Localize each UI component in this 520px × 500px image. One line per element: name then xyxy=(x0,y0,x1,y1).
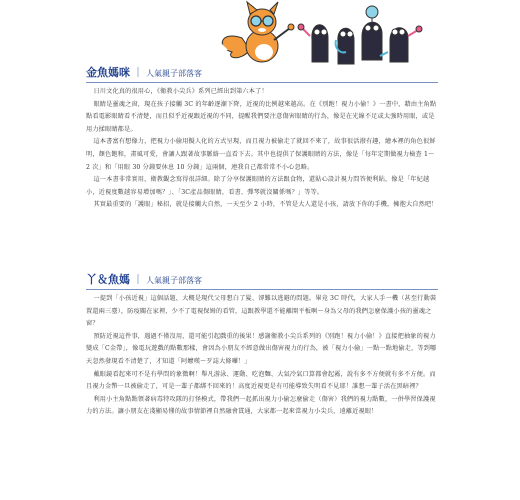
author-title: 人氣親子部落客 xyxy=(146,69,202,78)
section-header xyxy=(86,64,438,82)
author-title: 人氣親子部落客 xyxy=(146,276,202,285)
header-divider: ｜ xyxy=(133,68,143,79)
review-section-2 xyxy=(86,271,438,419)
fox-and-virus-characters-illustration xyxy=(150,0,450,72)
header-rule xyxy=(86,289,438,290)
paragraph: 戴眼鏡看起來可不是有學問的象徵啊！舉凡游泳、運動、吃泡麵、大氣冷氣口算都會起霧，說有多不方便就有多不方便。而且視力金幣一旦被偷走了，可是一輩子都綁不回來的！高度近視更是有可能導致失明看不見耶！誰想一輩子活在黑暗裡？ xyxy=(86,370,436,391)
section-header xyxy=(86,271,438,289)
paragraph: 預防近視這件事，遇過不僅沒用，還可能引起戲重的後果！感謝衛教小尖兵系列的《別跑！視力小偷！》直接把抽象的視力變成「C金帶」，像電玩遊戲的點數那樣，會因為小朋友不經意做出傷害視力的行為，被「視力小偷」一點一點地偷走，等到哪天忽然發現看不清楚了，才知道「阿嬤嘆～歹誌大條囉！」 xyxy=(86,332,437,365)
paragraph: 一提到「小孩近視」這個話題，大概是現代父母想白了髮、卻難以逃避的問題。畢竟 3C 時代，大家人手一機（甚至行動裝置還兩三臺），防疫關在家裡，少不了電視保姆的看管，這跟教學還不能離開平板啊～身為父母的我們怎麼保護小孩的靈魂之窗？ xyxy=(86,295,437,328)
paragraph: 眼睛是靈魂之窗，現在孩子接觸 3C 的年齡逐漸下降，近視的比例越來越高。在《別跑！視力小偷！》一書中，藉由主角點點看電影眼睛看不清楚，而且似乎近視跟近視的不同，提醒我們要注意傷害眼睛的行為，像是在光線不足或太強時用眼，或是用力揉眼睛都是。 xyxy=(86,100,437,133)
author-name: 金魚媽咪 xyxy=(86,66,130,79)
review-section-1 xyxy=(86,64,438,212)
header-divider: ｜ xyxy=(133,275,143,286)
paragraph: 日川文化真的很用心，《衛教小尖兵》系列已經出到第六本了！ xyxy=(93,88,268,95)
paragraph: 這一本書非常實用，衛教觀念寫得很詳細。除了分享保護眼睛的方法跟食物，還貼心設計視力問答便利貼，像是「年紀越小，近視度數越容易增加嗎？」、「3C產品傷眼睛，看書、彈琴就沒關係嗎？」等等。 xyxy=(86,176,430,196)
paragraph: 其實最重要的「護眼」秘招，就是接觸大自然，一天至少 2 小時，不管是大人還是小孩，請放下你的手機，擁抱大自然吧！ xyxy=(93,201,438,209)
header-rule xyxy=(86,82,438,83)
paragraph: 這本書富有想像力，把視力小偷用擬人化的方式呈現，而且視力被偷走了就回不來了，故事很活潑有趣，繪本裡的角色很鮮明，顏色飽和，畫風可愛，會讓人跟著故事脈絡一直看下去。其中也提供了保護眼睛的方法，像是「每年定期做視力檢查 1～2 次」和「用眼 30 分鐘要休息 10 分鐘」這兩個，連我自己都常常不小心忽略。 xyxy=(86,138,436,171)
paragraph: 利用小主角點點領著病毒特攻隊的打怪模式，帶我們一起抓出視力小偷怎麼偷走（傷害）我們的視力點數，一併學習保護視力的方法。讓小朋友在淺顯易懂的故事情節裡自然融會貫通，大家都一起來當視力小尖兵，遠離近視眼！ xyxy=(86,395,436,416)
author-name: 丫＆魚媽 xyxy=(86,273,130,286)
